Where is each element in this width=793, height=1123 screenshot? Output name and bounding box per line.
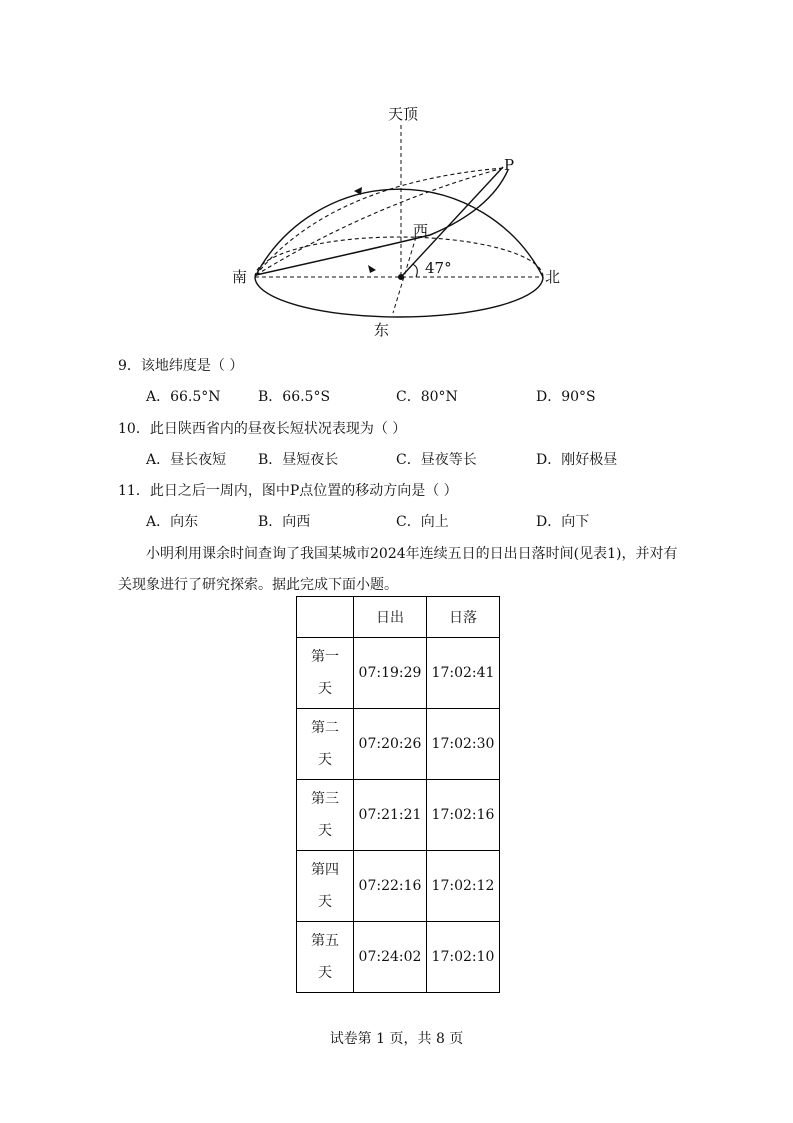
table-header-row (297, 597, 500, 638)
option[interactable]: B．66.5°S (258, 389, 331, 405)
label-zenith: 天顶 (388, 105, 419, 123)
sunset-cell: 17:02:30 (427, 709, 500, 780)
label-south: 南 (232, 268, 248, 286)
option[interactable]: A．66.5°N (146, 389, 221, 405)
option[interactable]: C．向上 (396, 514, 449, 530)
sun-path-front (256, 170, 508, 275)
label-north: 北 (545, 268, 561, 286)
option[interactable]: D．刚好极昼 (536, 452, 618, 468)
question-11-stem: 11．此日之后一周内，图中P点位置的移动方向是（ ） (118, 483, 458, 499)
day-cell (297, 780, 354, 851)
horizon-front (255, 277, 543, 317)
sunset-cell: 17:02:41 (427, 638, 500, 709)
sun-path-back (256, 168, 503, 275)
table-row (297, 638, 500, 709)
day-cell (297, 638, 354, 709)
day-cell (297, 851, 354, 922)
sunrise-cell: 07:24:02 (354, 922, 427, 993)
option[interactable]: A．向东 (146, 514, 199, 530)
sunrise-cell: 07:21:21 (354, 780, 427, 851)
option[interactable]: B．昼短夜长 (258, 452, 339, 468)
option[interactable]: B．向西 (258, 514, 311, 530)
hemisphere-outline (255, 189, 543, 277)
arrow-front (368, 265, 376, 273)
table-row (297, 780, 500, 851)
observer-point (398, 274, 404, 280)
label-angle: 47° (425, 259, 452, 277)
sunrise-cell: 07:22:16 (354, 851, 427, 922)
day-label: 第五 (311, 933, 339, 949)
option[interactable]: C．80°N (396, 389, 458, 405)
day-label: 天 (318, 894, 332, 910)
day-label: 天 (318, 965, 332, 981)
passage-line-1: 小明利用课余时间查询了我国某城市2024年连续五日的日出日落时间(见表1)，并对有 (146, 546, 678, 562)
day-label: 第二 (311, 720, 339, 736)
east-west-line (393, 237, 416, 313)
day-label: 第一 (311, 649, 339, 665)
label-east: 东 (374, 321, 390, 339)
page-footer: 试卷第 1 页，共 8 页 (329, 1031, 464, 1047)
day-cell (297, 709, 354, 780)
label-p: P (504, 156, 515, 174)
day-label: 天 (318, 823, 332, 839)
day-label: 天 (318, 681, 332, 697)
sunset-cell: 17:02:12 (427, 851, 500, 922)
option[interactable]: D．向下 (536, 514, 590, 530)
label-west: 西 (413, 222, 429, 240)
passage-line-2: 关现象进行了研究探索。据此完成下面小题。 (118, 577, 398, 593)
table-header-cell: 日落 (427, 597, 500, 638)
day-label: 第四 (311, 862, 339, 878)
question-9-stem: 9．该地纬度是（ ） (118, 358, 244, 374)
option[interactable]: C．昼夜等长 (396, 452, 477, 468)
day-cell (297, 922, 354, 993)
option[interactable]: A．昼长夜短 (146, 452, 227, 468)
sun-path-diagram (220, 95, 580, 345)
angle-arc (412, 264, 417, 277)
sunrise-cell: 07:20:26 (354, 709, 427, 780)
sunrise-sunset-table (296, 596, 500, 993)
sunset-cell: 17:02:10 (427, 922, 500, 993)
table-header-cell (297, 597, 354, 638)
table-row (297, 851, 500, 922)
day-label: 第三 (311, 791, 339, 807)
sunrise-cell: 07:19:29 (354, 638, 427, 709)
table-row (297, 709, 500, 780)
sunset-cell: 17:02:16 (427, 780, 500, 851)
table-header-cell: 日出 (354, 597, 427, 638)
table-row (297, 922, 500, 993)
option[interactable]: D．90°S (536, 389, 596, 405)
sun-path-lower (256, 168, 503, 275)
question-10-stem: 10．此日陕西省内的昼夜长短状况表现为（ ） (118, 421, 407, 437)
day-label: 天 (318, 752, 332, 768)
